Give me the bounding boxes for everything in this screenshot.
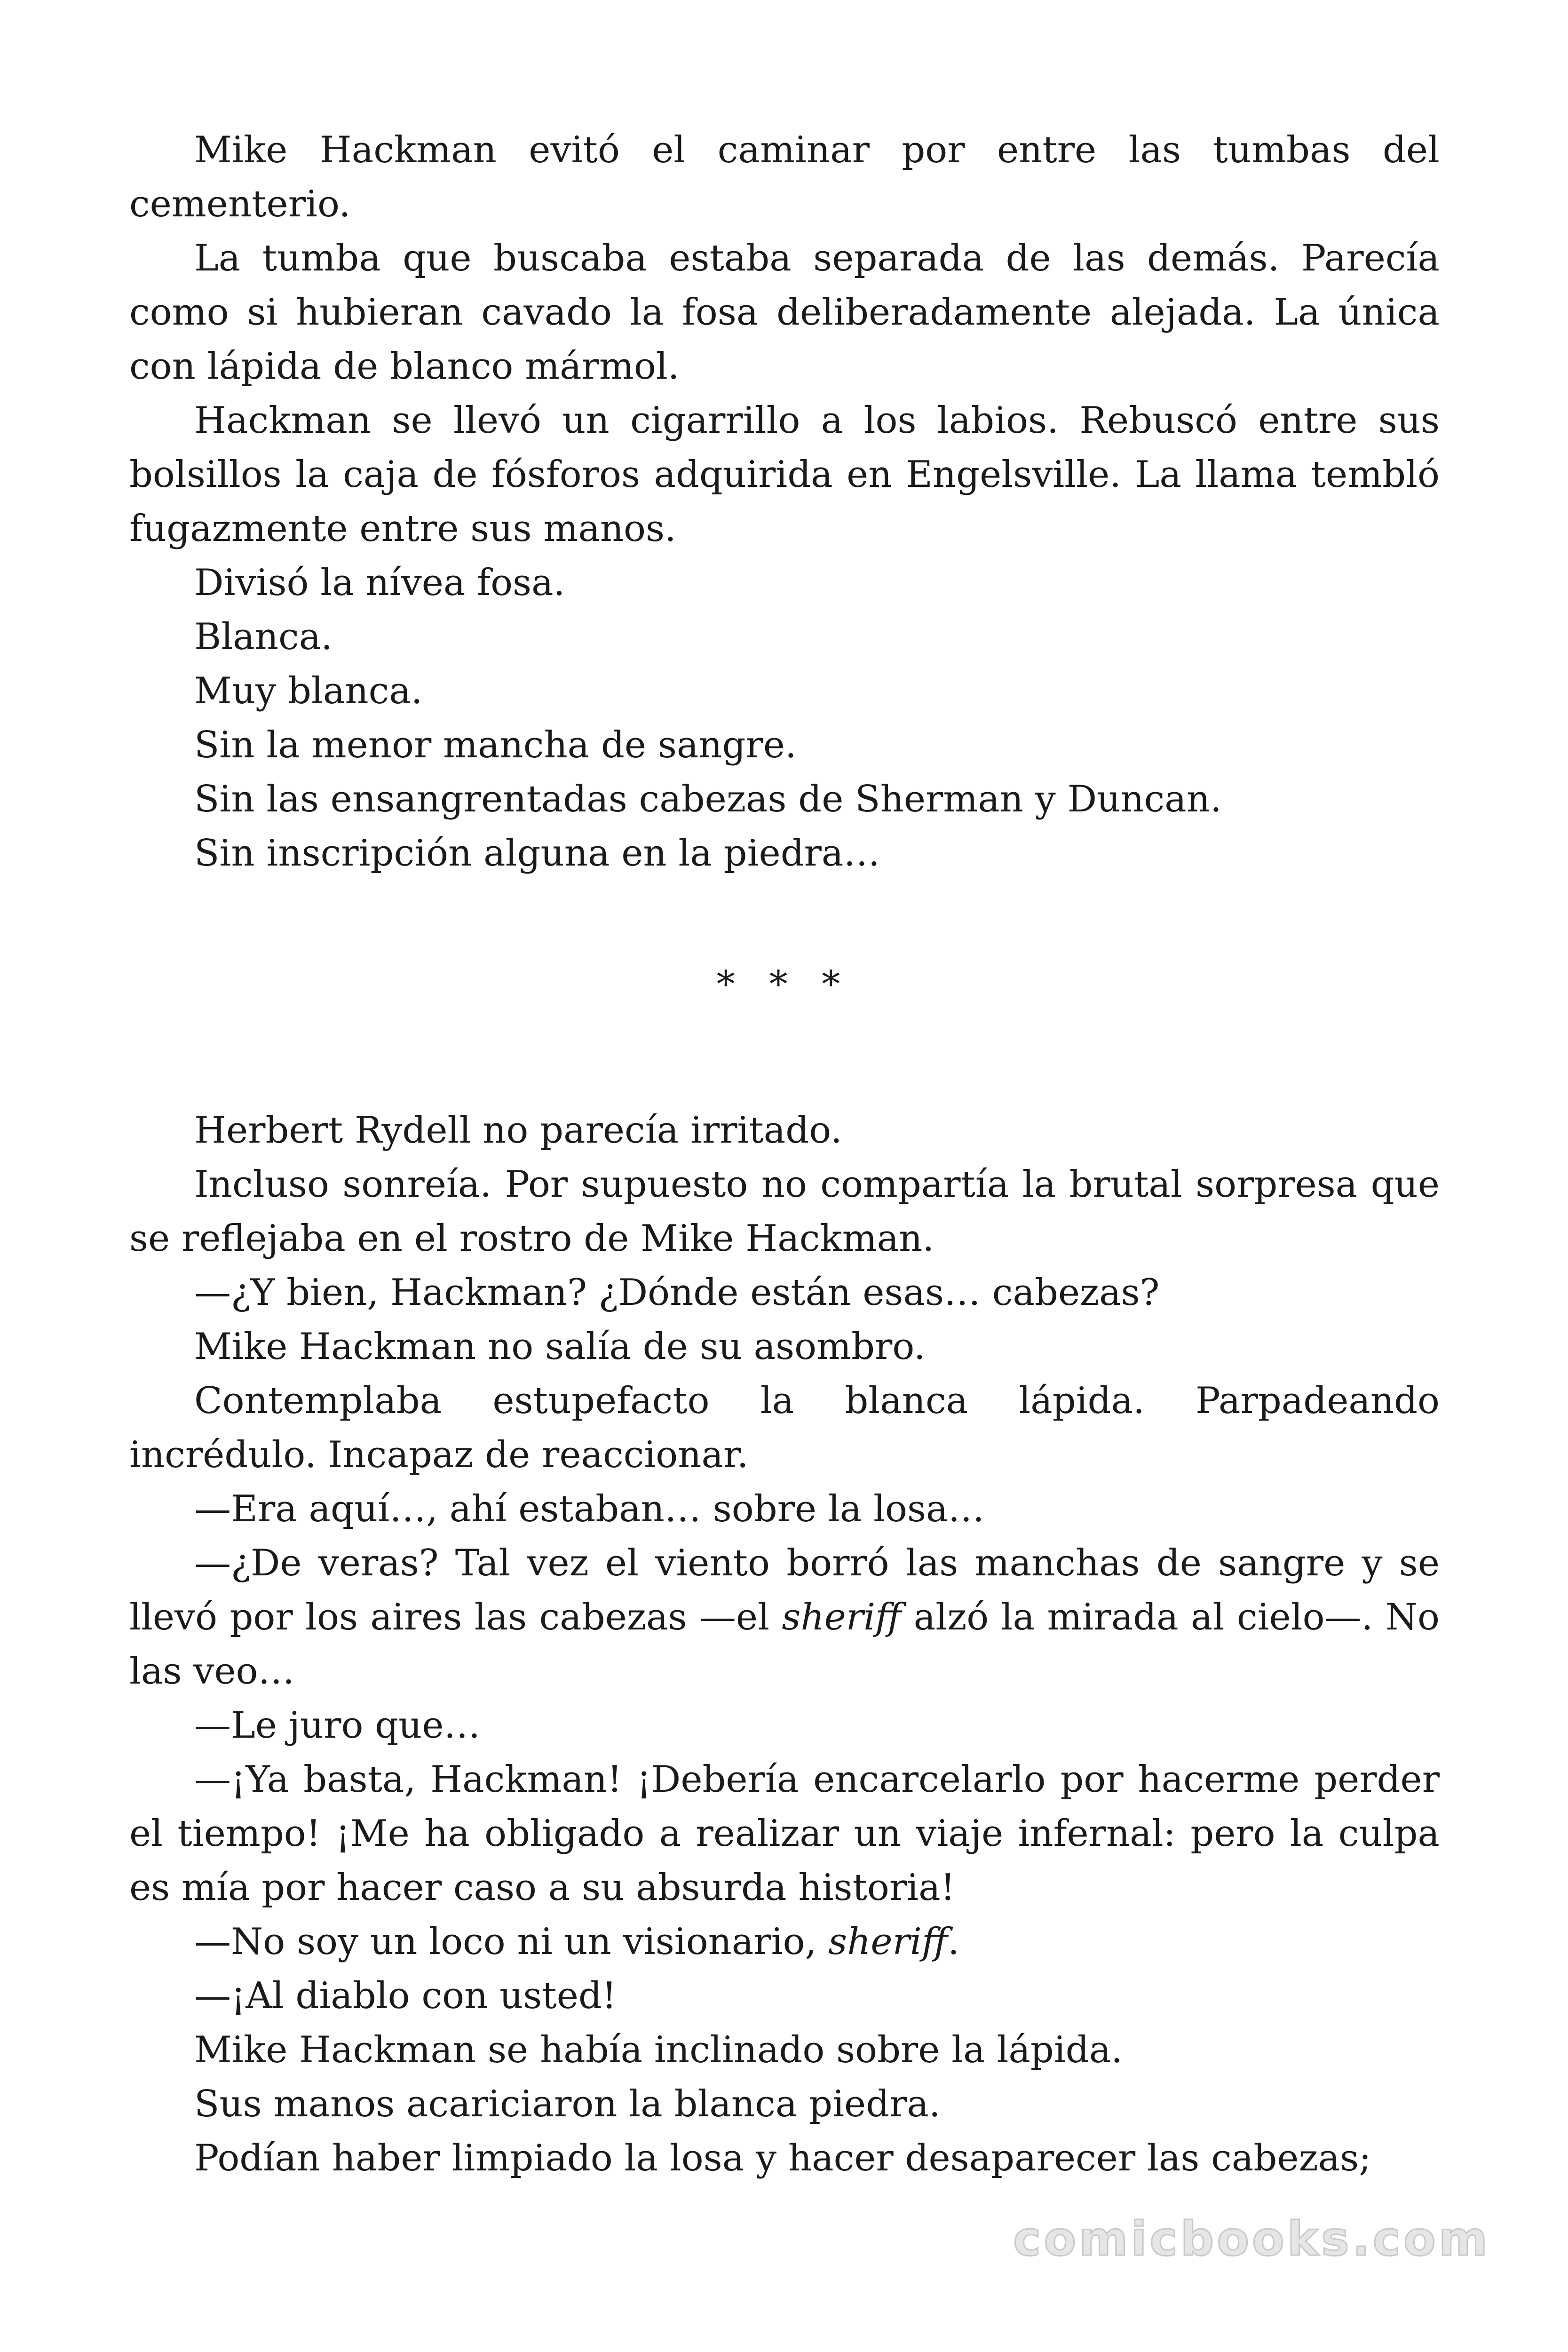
paragraph: Sin las ensangrentadas cabezas de Sherman y Duncan. <box>194 778 1222 820</box>
text-section-two <box>129 1104 1440 2185</box>
dialogue-line <box>129 1915 1440 1969</box>
paragraph: Sin inscripción alguna en la piedra… <box>194 832 880 874</box>
paragraph: Mike Hackman se había inclinado sobre la lápida. <box>194 2029 1123 2071</box>
site-watermark: comicbooks.com <box>1013 2211 1490 2266</box>
text-run: —¿De veras? Tal vez el viento borró las manchas de sangre y se llevó por los aires las cabezas —el <box>129 1542 1440 1638</box>
paragraph: Herbert Rydell no parecía irritado. <box>194 1109 842 1152</box>
paragraph: Sus manos acariciaron la blanca piedra. <box>194 2083 941 2125</box>
paragraph: Contemplaba estupefacto la blanca lápida. Parpadeando incrédulo. Incapaz de reaccionar. <box>129 1380 1440 1476</box>
italic-word: sheriff <box>828 1921 948 1963</box>
paragraph: Incluso sonreía. Por supuesto no compartía la brutal sorpresa que se reflejaba en el rostro de Mike Hackman. <box>129 1163 1440 1260</box>
paragraph: Muy blanca. <box>194 670 423 712</box>
text-section-one <box>129 123 1440 881</box>
dialogue-line: —Le juro que… <box>194 1704 481 1747</box>
text-run: —No soy un loco ni un visionario, <box>194 1921 829 1963</box>
dialogue-line: —¡Ya basta, Hackman! ¡Debería encarcelarlo por hacerme perder el tiempo! ¡Me ha obligado a realizar un viaje infernal: pero la culpa es mía por hacer caso a su absurda historia! <box>129 1758 1440 1909</box>
dialogue-line: —¡Al diablo con usted! <box>194 1975 617 2017</box>
dialogue-line <box>129 1536 1440 1699</box>
italic-word: sheriff <box>782 1596 902 1638</box>
section-separator: * * * <box>716 963 852 1006</box>
paragraph: Podían haber limpiado la losa y hacer desaparecer las cabezas; <box>194 2137 1371 2179</box>
dialogue-line: —¿Y bien, Hackman? ¿Dónde están esas… cabezas? <box>194 1271 1160 1314</box>
paragraph: Divisó la nívea fosa. <box>194 562 565 604</box>
text-run: . <box>948 1921 959 1963</box>
paragraph: Sin la menor mancha de sangre. <box>194 724 797 766</box>
dialogue-line: —Era aquí…, ahí estaban… sobre la losa… <box>194 1488 985 1530</box>
paragraph: Hackman se llevó un cigarrillo a los labios. Rebuscó entre sus bolsillos la caja de fósforos adquirida en Engelsville. La llama tembló fugazmente entre sus manos. <box>129 399 1440 550</box>
paragraph: Mike Hackman no salía de su asombro. <box>194 1326 926 1368</box>
paragraph: Blanca. <box>194 616 333 658</box>
paragraph: La tumba que buscaba estaba separada de las demás. Parecía como si hubieran cavado la fosa deliberadamente alejada. La única con lápida de blanco mármol. <box>129 237 1440 388</box>
text-run: alzó la mirada al cielo—. No las veo… <box>129 1596 1440 1692</box>
paragraph: Mike Hackman evitó el caminar por entre las tumbas del cementerio. <box>129 129 1440 225</box>
